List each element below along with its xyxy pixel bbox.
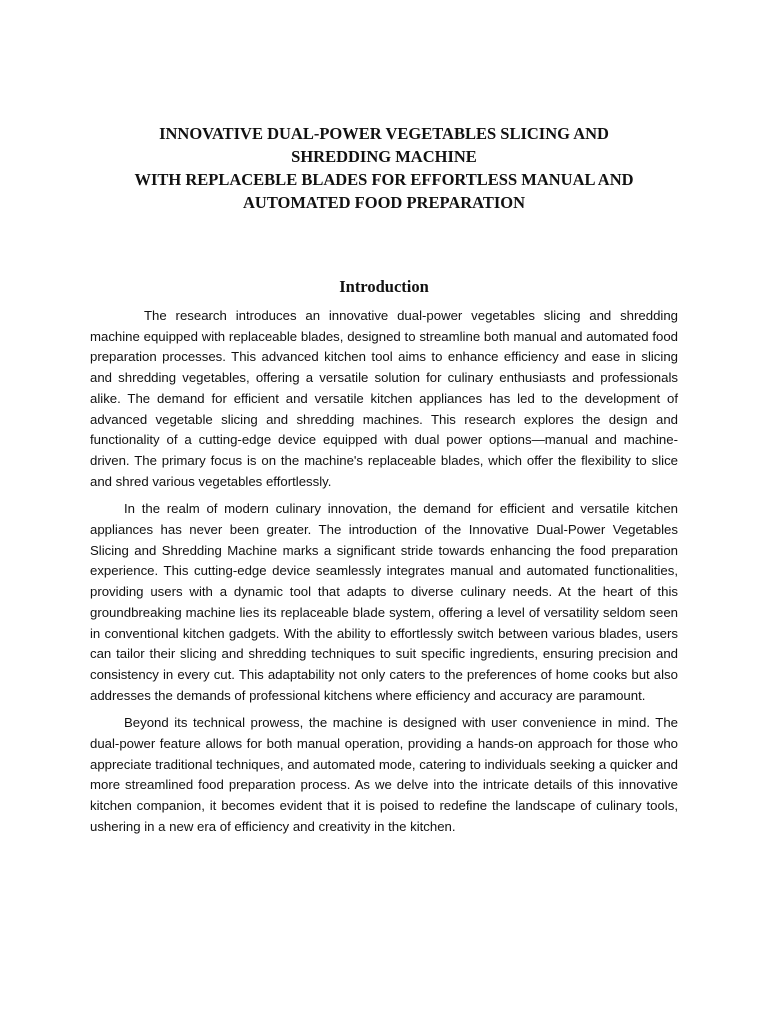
document-title: [90, 122, 678, 214]
title-line-2: SHREDDING MACHINE: [291, 147, 477, 166]
paragraph-1: The research introduces an innovative dual-power vegetables slicing and shredding machine equipped with replaceable blades, designed to streamline both manual and automated food preparation processes. This advanced kitchen tool aims to enhance efficiency and ease in slicing and shredding vegetables, offering a versatile solution for culinary enthusiasts and professionals alike. The demand for efficient and versatile kitchen appliances has led to the development of advanced vegetable slicing and shredding machines. This research explores the design and functionality of a cutting-edge device equipped with dual power options—manual and machine-driven. The primary focus is on the machine's replaceable blades, which offer the flexibility to slice and shred various vegetables effortlessly.: [90, 308, 678, 489]
section-heading-introduction: Introduction: [339, 277, 429, 296]
paragraph-2: In the realm of modern culinary innovation, the demand for efficient and versatile kitchen appliances has never been greater. The introduction of the Innovative Dual-Power Vegetables Slicing and Shredding Machine marks a significant stride towards enhancing the food preparation experience. This cutting-edge device seamlessly integrates manual and automated functionalities, providing users with a dynamic tool that adapts to diverse culinary needs. At the heart of this groundbreaking machine lies its replaceable blade system, offering a level of versatility seldom seen in conventional kitchen gadgets. With the ability to effortlessly switch between various blades, users can tailor their slicing and shredding techniques to suit specific ingredients, ensuring precision and consistency in every cut. This adaptability not only caters to the preferences of home cooks but also addresses the demands of professional kitchens where efficiency and accuracy are paramount.: [90, 501, 678, 703]
title-line-3: WITH REPLACEBLE BLADES FOR EFFORTLESS MANUAL AND: [134, 170, 634, 189]
paragraph-3: Beyond its technical prowess, the machine is designed with user convenience in mind. The dual-power feature allows for both manual operation, providing a hands-on approach for those who appreciate traditional techniques, and automated mode, catering to individuals seeking a quicker and more streamlined food preparation process. As we delve into the intricate details of this innovative kitchen companion, it becomes evident that it is poised to redefine the landscape of culinary tools, ushering in a new era of efficiency and creativity in the kitchen.: [90, 715, 678, 834]
document-body: [90, 306, 678, 845]
title-line-4: AUTOMATED FOOD PREPARATION: [242, 193, 526, 212]
title-line-1: INNOVATIVE DUAL-POWER VEGETABLES SLICING AND: [159, 124, 609, 143]
